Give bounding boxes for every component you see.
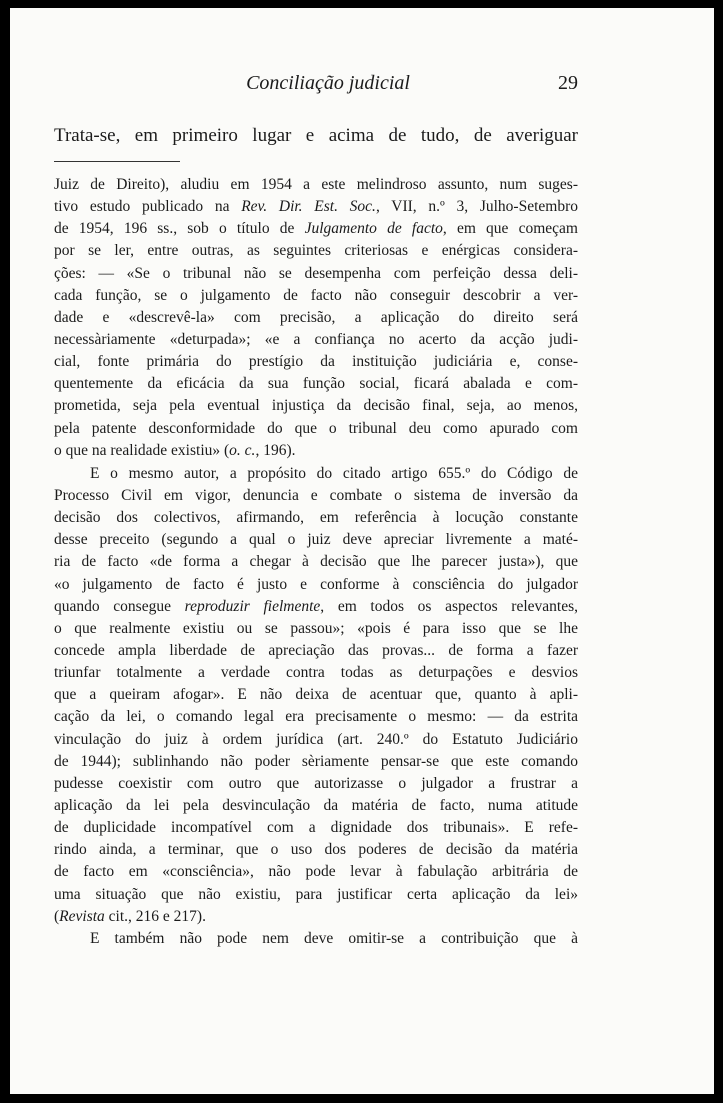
text-run: de 1954, 196 ss., sob o título de bbox=[54, 220, 305, 238]
footnote-line bbox=[54, 574, 578, 596]
footnote-line bbox=[54, 174, 578, 196]
footnote-line bbox=[54, 395, 578, 417]
italic-text: Revista bbox=[59, 907, 105, 925]
text-run: de 1944); sublinhando não poder sèriamente pensar-se que este comando bbox=[54, 752, 578, 770]
footnote-line bbox=[54, 440, 578, 462]
footnote-line bbox=[54, 351, 578, 373]
text-run: cit., 216 e 217). bbox=[104, 907, 206, 925]
footnote-line bbox=[54, 751, 578, 773]
text-run: concede ampla liberdade de apreciação das provas... de forma a fazer bbox=[54, 641, 578, 659]
text-run: , 196). bbox=[255, 441, 296, 459]
footnote-line bbox=[54, 463, 578, 485]
text-run: desse preceito (segundo a qual o juiz deve apreciar livremente a maté- bbox=[54, 531, 578, 549]
footnote bbox=[54, 174, 578, 950]
text-run: E o mesmo autor, a propósito do citado artigo 655.º do Código de bbox=[90, 464, 578, 482]
footnote-line bbox=[54, 307, 578, 329]
footnote-line bbox=[54, 507, 578, 529]
text-run: Processo Civil em vigor, denuncia e combate o sistema de inversão da bbox=[54, 486, 578, 504]
text-run: de facto em «consciência», não pode levar à fabulação arbitrária de bbox=[54, 863, 578, 881]
text-run: necessàriamente «deturpada»; «e a confiança no acerto da acção judi- bbox=[54, 330, 578, 348]
italic-text: o. c. bbox=[229, 441, 256, 459]
running-title: Conciliação judicial bbox=[246, 72, 410, 94]
footnote-separator bbox=[54, 161, 180, 162]
text-run: o que na realidade existiu» ( bbox=[54, 441, 230, 459]
text-run: cial, fonte primária do prestígio da instituição judiciária e, conse- bbox=[54, 353, 578, 371]
text-run: , VII, n.º 3, Julho-Setembro bbox=[375, 198, 578, 216]
footnote-line bbox=[54, 928, 578, 950]
footnote-line bbox=[54, 729, 578, 751]
text-run: ria de facto «de forma a chegar à decisão que lhe parecer justa»), que bbox=[54, 553, 578, 571]
text-run: ções: — «Se o tribunal não se desempenha com perfeição dessa deli- bbox=[54, 264, 578, 282]
footnote-line bbox=[54, 906, 578, 928]
text-run: cação da lei, o comando legal era precisamente o mesmo: — da estrita bbox=[54, 708, 578, 726]
text-run: por se ler, entre outras, as seguintes criteriosas e enérgicas considera- bbox=[54, 242, 578, 260]
footnote-line bbox=[54, 263, 578, 285]
footnote-line bbox=[54, 373, 578, 395]
footnote-line bbox=[54, 285, 578, 307]
italic-text: reproduzir fielmente bbox=[184, 597, 321, 615]
text-run: decisão dos colectivos, afirmando, em referência à locução constante bbox=[54, 509, 578, 527]
text-run: quando consegue bbox=[54, 597, 185, 615]
footnote-line bbox=[54, 485, 578, 507]
footnote-line bbox=[54, 329, 578, 351]
footnote-line bbox=[54, 618, 578, 640]
footnote-line bbox=[54, 529, 578, 551]
text-run: «o julgamento de facto é justo e conforme à consciência do julgador bbox=[54, 575, 578, 593]
footnote-line bbox=[54, 884, 578, 906]
book-page bbox=[10, 8, 714, 1094]
footnote-line bbox=[54, 418, 578, 440]
text-run: o que realmente existiu ou se passou»; «pois é para isso que se lhe bbox=[54, 619, 578, 637]
text-run: E também não pode nem deve omitir-se a contribuição que à bbox=[90, 929, 578, 947]
text-run: prometida, seja pela eventual injustiça da decisão final, seja, ao menos, bbox=[54, 397, 578, 415]
text-run: aplicação da lei pela desvinculação da matéria de facto, numa atitude bbox=[54, 796, 578, 814]
footnote-paragraph bbox=[54, 463, 578, 928]
text-run: vinculação do juiz à ordem jurídica (art. 240.º do Estatuto Judiciário bbox=[54, 730, 578, 748]
page-header bbox=[54, 72, 578, 100]
footnote-line bbox=[54, 773, 578, 795]
footnote-line bbox=[54, 218, 578, 240]
text-run: cada função, se o julgamento de facto não conseguir descobrir a ver- bbox=[54, 286, 578, 304]
footnote-line bbox=[54, 196, 578, 218]
text-run: tivo estudo publicado na bbox=[54, 198, 242, 216]
page-number: 29 bbox=[558, 72, 578, 94]
text-run: dade e «descrevê-la» com precisão, a aplicação do direito será bbox=[54, 308, 578, 326]
footnote-line bbox=[54, 706, 578, 728]
footnote-line bbox=[54, 551, 578, 573]
footnote-line bbox=[54, 861, 578, 883]
body-text-line: Trata-se, em primeiro lugar e acima de tudo, de averiguar bbox=[54, 125, 578, 146]
footnote-line bbox=[54, 839, 578, 861]
italic-text: Julgamento de facto bbox=[304, 220, 443, 238]
text-run: uma situação que não existiu, para justificar certa aplicação da lei» bbox=[54, 885, 578, 903]
text-run: que a queiram afogar». E não deixa de acentuar que, quanto à apli- bbox=[54, 686, 578, 704]
footnote-line bbox=[54, 817, 578, 839]
text-run: rindo ainda, a terminar, que o uso dos poderes de decisão da matéria bbox=[54, 841, 578, 859]
footnote-line bbox=[54, 662, 578, 684]
text-run: pudesse coexistir com outro que autorizasse o julgador a frustrar a bbox=[54, 774, 578, 792]
footnote-line bbox=[54, 240, 578, 262]
text-run: , em todos os aspectos relevantes, bbox=[320, 597, 578, 615]
footnote-line bbox=[54, 640, 578, 662]
footnote-line bbox=[54, 795, 578, 817]
text-run: Juiz de Direito), aludiu em 1954 a este melindroso assunto, num suges- bbox=[54, 176, 578, 193]
text-run: de duplicidade incompatível com a dignidade dos tribunais». E refe- bbox=[54, 819, 578, 837]
text-run: , em que começam bbox=[442, 220, 578, 238]
footnote-line bbox=[54, 596, 578, 618]
footnote-line bbox=[54, 684, 578, 706]
text-run: quentemente da eficácia da sua função social, ficará abalada e com- bbox=[54, 375, 578, 393]
text-run: triunfar totalmente a verdade contra todas as deturpações e desvios bbox=[54, 664, 578, 682]
italic-text: Rev. Dir. Est. Soc. bbox=[241, 198, 376, 216]
footnote-paragraph bbox=[54, 174, 578, 462]
text-run: pela patente desconformidade do que o tribunal deu como apurado com bbox=[54, 419, 578, 437]
footnote-paragraph bbox=[54, 928, 578, 950]
text-run: ( bbox=[54, 907, 60, 925]
